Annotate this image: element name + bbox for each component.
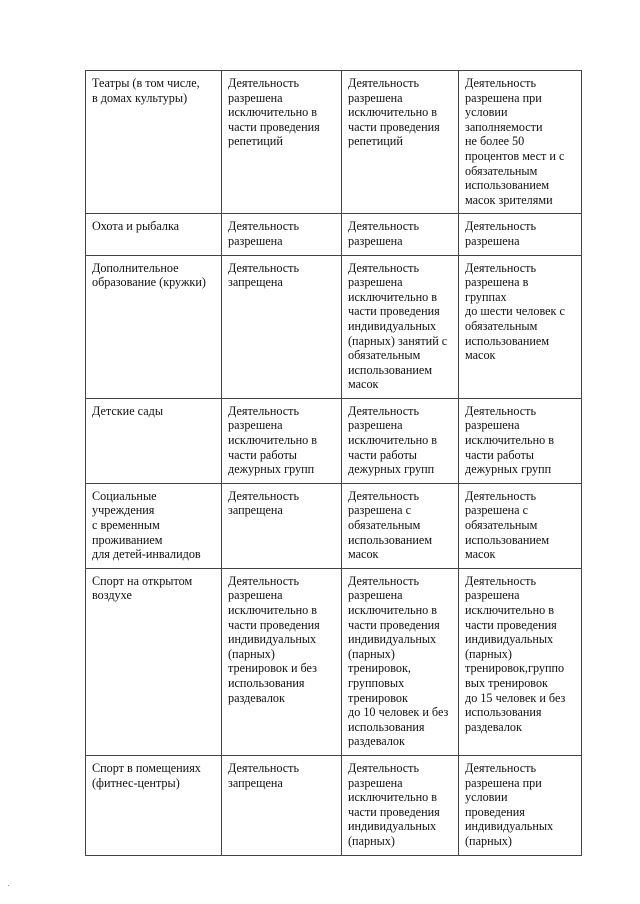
status-cell: Деятельность разрешена исключительно в части проведения индивидуальных (парных) тренировок и без использования раздевалок (222, 568, 342, 755)
scan-speck (8, 885, 9, 886)
table-row (86, 568, 582, 755)
category-cell: Спорт в помещениях (фитнес-центры) (86, 755, 222, 855)
status-cell: Деятельность разрешена исключительно в части проведения индивидуальных (парных) занятий с обязательным использованием масок (342, 255, 459, 398)
status-cell: Деятельность разрешена (459, 214, 582, 255)
table-row (86, 483, 582, 568)
category-cell: Театры (в том числе, в домах культуры) (86, 71, 222, 214)
status-cell: Деятельность запрещена (222, 255, 342, 398)
category-cell: Спорт на открытом воздухе (86, 568, 222, 755)
table-row (86, 214, 582, 255)
category-cell: Дополнительное образование (кружки) (86, 255, 222, 398)
status-cell: Деятельность разрешена исключительно в части работы дежурных групп (342, 398, 459, 483)
status-cell: Деятельность запрещена (222, 755, 342, 855)
category-cell: Детские сады (86, 398, 222, 483)
status-cell: Деятельность разрешена при условии заполняемости не более 50 процентов мест и с обязательным использованием масок зрителями (459, 71, 582, 214)
status-cell: Деятельность разрешена исключительно в части проведения индивидуальных (парных) тренировок,группо вых тренировок до 15 человек и без использования раздевалок (459, 568, 582, 755)
status-cell: Деятельность разрешена исключительно в части работы дежурных групп (222, 398, 342, 483)
status-cell: Деятельность разрешена исключительно в части проведения индивидуальных (парных) тренировок, групповых тренировок до 10 человек и без использования раздевалок (342, 568, 459, 755)
status-cell: Деятельность запрещена (222, 483, 342, 568)
category-cell: Охота и рыбалка (86, 214, 222, 255)
table-row (86, 398, 582, 483)
status-cell: Деятельность разрешена (342, 214, 459, 255)
status-cell: Деятельность разрешена исключительно в части проведения репетиций (222, 71, 342, 214)
status-cell: Деятельность разрешена в группах до шести человек с обязательным использованием масок (459, 255, 582, 398)
category-cell: Социальные учреждения с временным проживанием для детей-инвалидов (86, 483, 222, 568)
status-cell: Деятельность разрешена с обязательным использованием масок (459, 483, 582, 568)
table-row (86, 71, 582, 214)
status-cell: Деятельность разрешена (222, 214, 342, 255)
status-cell: Деятельность разрешена исключительно в части проведения индивидуальных (парных) (342, 755, 459, 855)
table-row (86, 755, 582, 855)
status-cell: Деятельность разрешена с обязательным использованием масок (342, 483, 459, 568)
status-cell: Деятельность разрешена исключительно в части проведения репетиций (342, 71, 459, 214)
status-cell: Деятельность разрешена при условии проведения индивидуальных (парных) (459, 755, 582, 855)
status-cell: Деятельность разрешена исключительно в части работы дежурных групп (459, 398, 582, 483)
restrictions-table (85, 70, 582, 856)
table-row (86, 255, 582, 398)
